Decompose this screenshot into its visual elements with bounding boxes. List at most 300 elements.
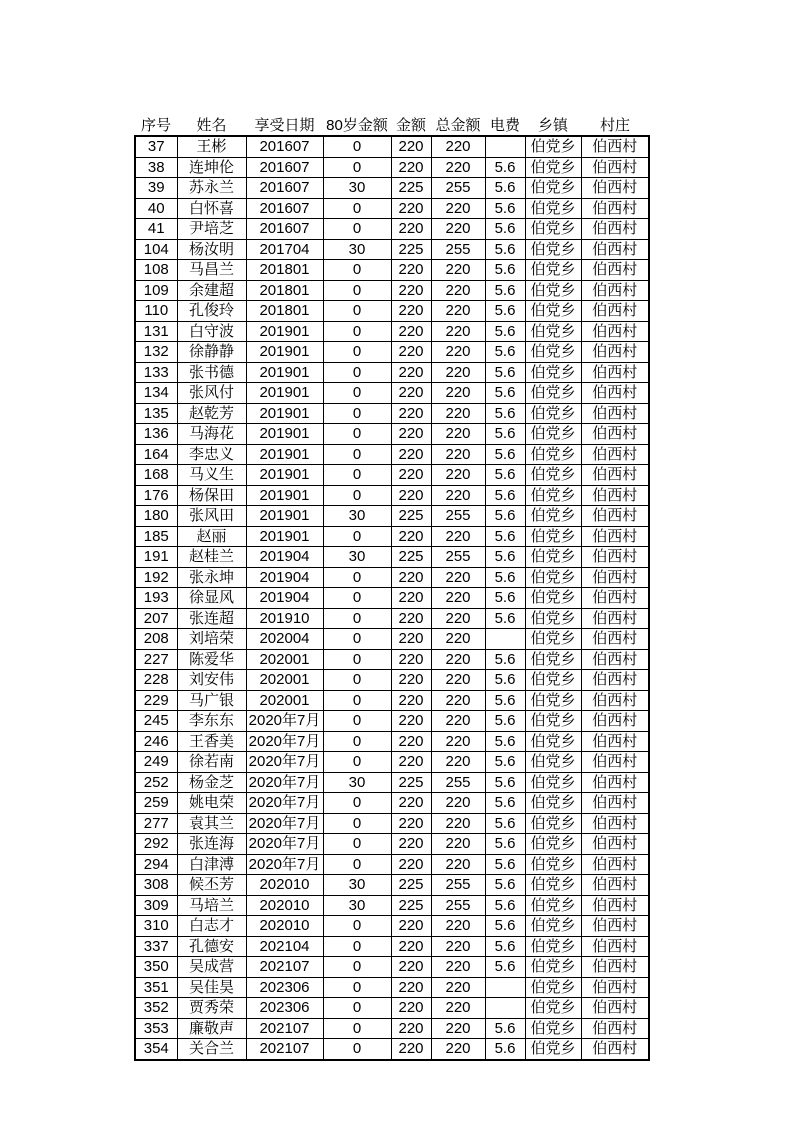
- table-cell: 伯党乡: [525, 711, 581, 732]
- table-cell: 吴佳昊: [177, 977, 246, 998]
- table-cell: 5.6: [485, 362, 525, 383]
- table-cell: 0: [323, 670, 391, 691]
- table-cell: 220: [431, 752, 485, 773]
- table-cell: 5.6: [485, 280, 525, 301]
- table-cell: 徐显风: [177, 588, 246, 609]
- table-cell: 201901: [246, 321, 323, 342]
- table-cell: 30: [323, 547, 391, 568]
- table-cell: 伯西村: [581, 649, 649, 670]
- table-cell: 徐若南: [177, 752, 246, 773]
- table-cell: 259: [135, 793, 177, 814]
- table-cell: 5.6: [485, 198, 525, 219]
- table-cell: 5.6: [485, 219, 525, 240]
- table-cell: 134: [135, 383, 177, 404]
- table-cell: 伯党乡: [525, 424, 581, 445]
- table-cell: 201607: [246, 219, 323, 240]
- table-cell: 185: [135, 526, 177, 547]
- table-row: [135, 772, 649, 793]
- table-cell: 2020年7月: [246, 772, 323, 793]
- table-row: [135, 321, 649, 342]
- table-cell: 202001: [246, 690, 323, 711]
- table-cell: 201901: [246, 383, 323, 404]
- table-cell: 姚电荣: [177, 793, 246, 814]
- table-cell: 135: [135, 403, 177, 424]
- table-cell: 伯党乡: [525, 752, 581, 773]
- table-cell: 202001: [246, 670, 323, 691]
- table-cell: 伯西村: [581, 1039, 649, 1060]
- table-cell: 伯党乡: [525, 629, 581, 650]
- table-cell: 5.6: [485, 342, 525, 363]
- table-cell: 220: [431, 444, 485, 465]
- table-cell: 伯西村: [581, 670, 649, 691]
- table-cell: 220: [391, 957, 431, 978]
- table-cell: 202104: [246, 936, 323, 957]
- table-cell: 5.6: [485, 936, 525, 957]
- table-cell: 赵乾芳: [177, 403, 246, 424]
- table-cell: 伯西村: [581, 916, 649, 937]
- table-cell: 176: [135, 485, 177, 506]
- table-cell: 马培兰: [177, 895, 246, 916]
- table-cell: 220: [391, 342, 431, 363]
- column-header: 享受日期: [254, 117, 315, 134]
- table-row: [135, 977, 649, 998]
- table-cell: 208: [135, 629, 177, 650]
- table-cell: 赵丽: [177, 526, 246, 547]
- table-cell: 陈爱华: [177, 649, 246, 670]
- table-cell: 吴成营: [177, 957, 246, 978]
- table-cell: 2020年7月: [246, 752, 323, 773]
- table-cell: 220: [391, 711, 431, 732]
- table-cell: 伯党乡: [525, 731, 581, 752]
- table-cell: 220: [391, 383, 431, 404]
- table-cell: 伯西村: [581, 629, 649, 650]
- table-cell: 225: [391, 772, 431, 793]
- table-row: [135, 1039, 649, 1060]
- table-cell: 马广银: [177, 690, 246, 711]
- table-cell: 0: [323, 383, 391, 404]
- table-cell: 5.6: [485, 383, 525, 404]
- table-cell: 0: [323, 711, 391, 732]
- table-cell: 0: [323, 198, 391, 219]
- table-cell: 220: [431, 342, 485, 363]
- table-cell: 39: [135, 178, 177, 199]
- table-row: [135, 280, 649, 301]
- table-cell: 220: [391, 588, 431, 609]
- table-row: [135, 1018, 649, 1039]
- table-cell: 201901: [246, 444, 323, 465]
- table-cell: 201901: [246, 342, 323, 363]
- table-row: [135, 875, 649, 896]
- table-row: [135, 916, 649, 937]
- table-row: [135, 403, 649, 424]
- table-cell: 309: [135, 895, 177, 916]
- table-row: [135, 711, 649, 732]
- table-cell: 220: [431, 136, 485, 157]
- table-cell: 0: [323, 1018, 391, 1039]
- table-cell: 张风付: [177, 383, 246, 404]
- table-cell: 220: [391, 936, 431, 957]
- table-cell: 伯党乡: [525, 895, 581, 916]
- table-cell: 5.6: [485, 506, 525, 527]
- table-cell: 5.6: [485, 854, 525, 875]
- table-cell: 220: [391, 731, 431, 752]
- table-cell: 伯党乡: [525, 1039, 581, 1060]
- table-row: [135, 424, 649, 445]
- table-cell: 193: [135, 588, 177, 609]
- table-cell: 伯党乡: [525, 526, 581, 547]
- table-cell: 220: [431, 793, 485, 814]
- table-cell: 0: [323, 731, 391, 752]
- table-cell: 220: [431, 383, 485, 404]
- table-cell: 201901: [246, 506, 323, 527]
- table-cell: 0: [323, 485, 391, 506]
- table-cell: 220: [391, 834, 431, 855]
- table-cell: 277: [135, 813, 177, 834]
- table-cell: 220: [431, 711, 485, 732]
- table-cell: 0: [323, 526, 391, 547]
- table-cell: 伯党乡: [525, 977, 581, 998]
- table-cell: 伯党乡: [525, 1018, 581, 1039]
- column-header: 金额: [395, 117, 426, 134]
- table-cell: 220: [391, 690, 431, 711]
- table-cell: 伯西村: [581, 444, 649, 465]
- table-cell: 伯党乡: [525, 957, 581, 978]
- table-cell: 伯西村: [581, 157, 649, 178]
- table-cell: 0: [323, 957, 391, 978]
- table-cell: 伯西村: [581, 178, 649, 199]
- table-cell: 2020年7月: [246, 813, 323, 834]
- table-cell: 337: [135, 936, 177, 957]
- table-row: [135, 444, 649, 465]
- table-cell: 220: [391, 608, 431, 629]
- table-cell: [485, 629, 525, 650]
- table-cell: 袁其兰: [177, 813, 246, 834]
- table-cell: 5.6: [485, 916, 525, 937]
- table-cell: [485, 977, 525, 998]
- table-cell: 220: [431, 260, 485, 281]
- table-cell: 孔德安: [177, 936, 246, 957]
- table-cell: 伯党乡: [525, 649, 581, 670]
- table-cell: 354: [135, 1039, 177, 1060]
- table-cell: 220: [431, 731, 485, 752]
- table-cell: 徐静静: [177, 342, 246, 363]
- table-cell: 255: [431, 875, 485, 896]
- table-cell: 201904: [246, 588, 323, 609]
- table-cell: 255: [431, 547, 485, 568]
- table-cell: 220: [391, 403, 431, 424]
- table-row: [135, 998, 649, 1019]
- table-cell: 5.6: [485, 608, 525, 629]
- table-cell: 赵桂兰: [177, 547, 246, 568]
- table-cell: 227: [135, 649, 177, 670]
- table-cell: 41: [135, 219, 177, 240]
- column-header: 电费: [489, 117, 520, 134]
- table-cell: 220: [431, 608, 485, 629]
- table-cell: 2020年7月: [246, 731, 323, 752]
- table-row: [135, 608, 649, 629]
- column-header: 村庄: [599, 117, 630, 134]
- table-cell: 133: [135, 362, 177, 383]
- table-cell: 0: [323, 813, 391, 834]
- table-cell: 伯党乡: [525, 567, 581, 588]
- table-cell: 张风田: [177, 506, 246, 527]
- table-cell: 贾秀荣: [177, 998, 246, 1019]
- table-cell: 201704: [246, 239, 323, 260]
- table-cell: 伯党乡: [525, 936, 581, 957]
- table-cell: 马义生: [177, 465, 246, 486]
- table-cell: 201901: [246, 403, 323, 424]
- table-cell: 伯西村: [581, 342, 649, 363]
- table-cell: 伯党乡: [525, 772, 581, 793]
- table-row: [135, 526, 649, 547]
- table-cell: 伯西村: [581, 547, 649, 568]
- table-cell: 5.6: [485, 465, 525, 486]
- table-cell: 201801: [246, 301, 323, 322]
- table-cell: 伯党乡: [525, 342, 581, 363]
- table-cell: 伯党乡: [525, 834, 581, 855]
- table-cell: 5.6: [485, 752, 525, 773]
- table-cell: 张连海: [177, 834, 246, 855]
- table-cell: 220: [391, 977, 431, 998]
- table-cell: 2020年7月: [246, 854, 323, 875]
- table-cell: 294: [135, 854, 177, 875]
- table-cell: 220: [391, 444, 431, 465]
- table-cell: 5.6: [485, 793, 525, 814]
- table-cell: 220: [431, 403, 485, 424]
- table-cell: 220: [391, 1039, 431, 1060]
- table-cell: 0: [323, 342, 391, 363]
- table-cell: 0: [323, 793, 391, 814]
- table-cell: 202107: [246, 1018, 323, 1039]
- table-cell: 伯党乡: [525, 157, 581, 178]
- table-cell: 马昌兰: [177, 260, 246, 281]
- table-cell: 202004: [246, 629, 323, 650]
- table-cell: 伯西村: [581, 690, 649, 711]
- table-cell: 伯党乡: [525, 136, 581, 157]
- table-cell: 王彬: [177, 136, 246, 157]
- table-row: [135, 854, 649, 875]
- table-cell: 220: [391, 1018, 431, 1039]
- table-cell: 伯党乡: [525, 854, 581, 875]
- table-cell: 伯西村: [581, 301, 649, 322]
- table-cell: 伯党乡: [525, 998, 581, 1019]
- table-cell: 伯西村: [581, 403, 649, 424]
- table-cell: 351: [135, 977, 177, 998]
- table-cell: 0: [323, 752, 391, 773]
- table-body: [135, 136, 649, 1060]
- table-cell: 220: [391, 260, 431, 281]
- header-row: [135, 114, 649, 136]
- table-cell: 220: [431, 157, 485, 178]
- table-cell: 310: [135, 916, 177, 937]
- table-cell: 220: [431, 916, 485, 937]
- table-cell: 伯西村: [581, 136, 649, 157]
- table-cell: 220: [431, 465, 485, 486]
- table-cell: 350: [135, 957, 177, 978]
- table-cell: 5.6: [485, 178, 525, 199]
- table-cell: 201607: [246, 157, 323, 178]
- table-cell: 伯党乡: [525, 219, 581, 240]
- table-cell: 白津溥: [177, 854, 246, 875]
- table-row: [135, 957, 649, 978]
- table-cell: 白志才: [177, 916, 246, 937]
- table-row: [135, 629, 649, 650]
- table-cell: 5.6: [485, 567, 525, 588]
- column-header: 姓名: [196, 117, 227, 134]
- table-cell: 0: [323, 690, 391, 711]
- table-cell: 255: [431, 772, 485, 793]
- table-cell: 207: [135, 608, 177, 629]
- table-cell: 伯党乡: [525, 485, 581, 506]
- table-cell: 白守波: [177, 321, 246, 342]
- table-cell: 伯党乡: [525, 178, 581, 199]
- table-row: [135, 813, 649, 834]
- table-cell: 刘安伟: [177, 670, 246, 691]
- table-cell: 220: [391, 424, 431, 445]
- table-cell: 30: [323, 506, 391, 527]
- table-cell: 候丕芳: [177, 875, 246, 896]
- table-cell: 202107: [246, 1039, 323, 1060]
- table-row: [135, 752, 649, 773]
- table-row: [135, 649, 649, 670]
- table-cell: 220: [391, 998, 431, 1019]
- table-cell: 220: [391, 670, 431, 691]
- table-cell: 220: [391, 649, 431, 670]
- table-cell: 5.6: [485, 711, 525, 732]
- table-cell: 伯党乡: [525, 301, 581, 322]
- table-cell: 38: [135, 157, 177, 178]
- table-cell: 5.6: [485, 260, 525, 281]
- table-cell: 5.6: [485, 1039, 525, 1060]
- table-cell: 0: [323, 465, 391, 486]
- table-cell: 249: [135, 752, 177, 773]
- table-cell: 202306: [246, 977, 323, 998]
- table-cell: 201904: [246, 547, 323, 568]
- table-cell: 5.6: [485, 588, 525, 609]
- table-cell: 5.6: [485, 834, 525, 855]
- column-header: 总金额: [435, 117, 481, 134]
- table-cell: 伯党乡: [525, 280, 581, 301]
- table-cell: 104: [135, 239, 177, 260]
- table-cell: 191: [135, 547, 177, 568]
- table-cell: 杨保田: [177, 485, 246, 506]
- table-cell: 220: [391, 485, 431, 506]
- table-cell: 张连超: [177, 608, 246, 629]
- table-cell: 0: [323, 260, 391, 281]
- table-cell: 伯党乡: [525, 198, 581, 219]
- table-row: [135, 834, 649, 855]
- table-cell: 伯西村: [581, 813, 649, 834]
- table-cell: 伯党乡: [525, 321, 581, 342]
- table-row: [135, 547, 649, 568]
- table-cell: 220: [391, 301, 431, 322]
- table-header: [135, 114, 649, 136]
- table-cell: 0: [323, 1039, 391, 1060]
- table-cell: 伯西村: [581, 239, 649, 260]
- table-cell: 225: [391, 547, 431, 568]
- table-cell: 伯西村: [581, 772, 649, 793]
- table-cell: 220: [391, 465, 431, 486]
- table-cell: 201904: [246, 567, 323, 588]
- table-cell: 伯党乡: [525, 506, 581, 527]
- table-cell: 伯西村: [581, 383, 649, 404]
- table-cell: 202010: [246, 895, 323, 916]
- table-cell: 伯党乡: [525, 260, 581, 281]
- table-cell: 0: [323, 157, 391, 178]
- table-cell: 伯西村: [581, 957, 649, 978]
- table-row: [135, 567, 649, 588]
- table-cell: 伯党乡: [525, 547, 581, 568]
- table-cell: 伯党乡: [525, 875, 581, 896]
- table-cell: 5.6: [485, 547, 525, 568]
- table-cell: 220: [391, 280, 431, 301]
- table-cell: 220: [391, 813, 431, 834]
- table-cell: 202010: [246, 875, 323, 896]
- table-cell: [485, 998, 525, 1019]
- table-cell: 180: [135, 506, 177, 527]
- table-row: [135, 239, 649, 260]
- table-row: [135, 301, 649, 322]
- column-header: 序号: [140, 117, 171, 134]
- table-row: [135, 136, 649, 157]
- table-cell: 225: [391, 875, 431, 896]
- table-cell: 220: [391, 219, 431, 240]
- table-cell: 伯党乡: [525, 362, 581, 383]
- table-cell: 220: [431, 301, 485, 322]
- table-cell: 108: [135, 260, 177, 281]
- table-cell: 5.6: [485, 1018, 525, 1039]
- table-cell: 伯党乡: [525, 793, 581, 814]
- table-cell: 220: [431, 1018, 485, 1039]
- table-cell: 220: [431, 219, 485, 240]
- table-cell: 5.6: [485, 731, 525, 752]
- table-cell: 张书德: [177, 362, 246, 383]
- table-cell: 220: [431, 977, 485, 998]
- table-cell: 0: [323, 608, 391, 629]
- table-cell: 201901: [246, 485, 323, 506]
- table-cell: 伯西村: [581, 752, 649, 773]
- table-cell: 伯西村: [581, 485, 649, 506]
- table-cell: 0: [323, 936, 391, 957]
- table-cell: 225: [391, 506, 431, 527]
- table-cell: 168: [135, 465, 177, 486]
- table-cell: 308: [135, 875, 177, 896]
- table-cell: 李忠义: [177, 444, 246, 465]
- table-cell: 伯西村: [581, 198, 649, 219]
- table-cell: 5.6: [485, 321, 525, 342]
- table-cell: 220: [391, 916, 431, 937]
- table-cell: 220: [391, 198, 431, 219]
- table-cell: 220: [391, 321, 431, 342]
- table-row: [135, 219, 649, 240]
- table-cell: 0: [323, 403, 391, 424]
- table-cell: 220: [431, 567, 485, 588]
- table-cell: 220: [431, 813, 485, 834]
- table-cell: 伯西村: [581, 793, 649, 814]
- table-row: [135, 731, 649, 752]
- table-cell: 5.6: [485, 670, 525, 691]
- table-cell: 0: [323, 424, 391, 445]
- table-cell: 220: [431, 834, 485, 855]
- table-cell: 192: [135, 567, 177, 588]
- table-cell: 杨金芝: [177, 772, 246, 793]
- table-cell: 0: [323, 567, 391, 588]
- table-cell: 352: [135, 998, 177, 1019]
- table-cell: 220: [431, 588, 485, 609]
- table-cell: 220: [391, 362, 431, 383]
- table-cell: 伯西村: [581, 424, 649, 445]
- table-cell: 伯党乡: [525, 239, 581, 260]
